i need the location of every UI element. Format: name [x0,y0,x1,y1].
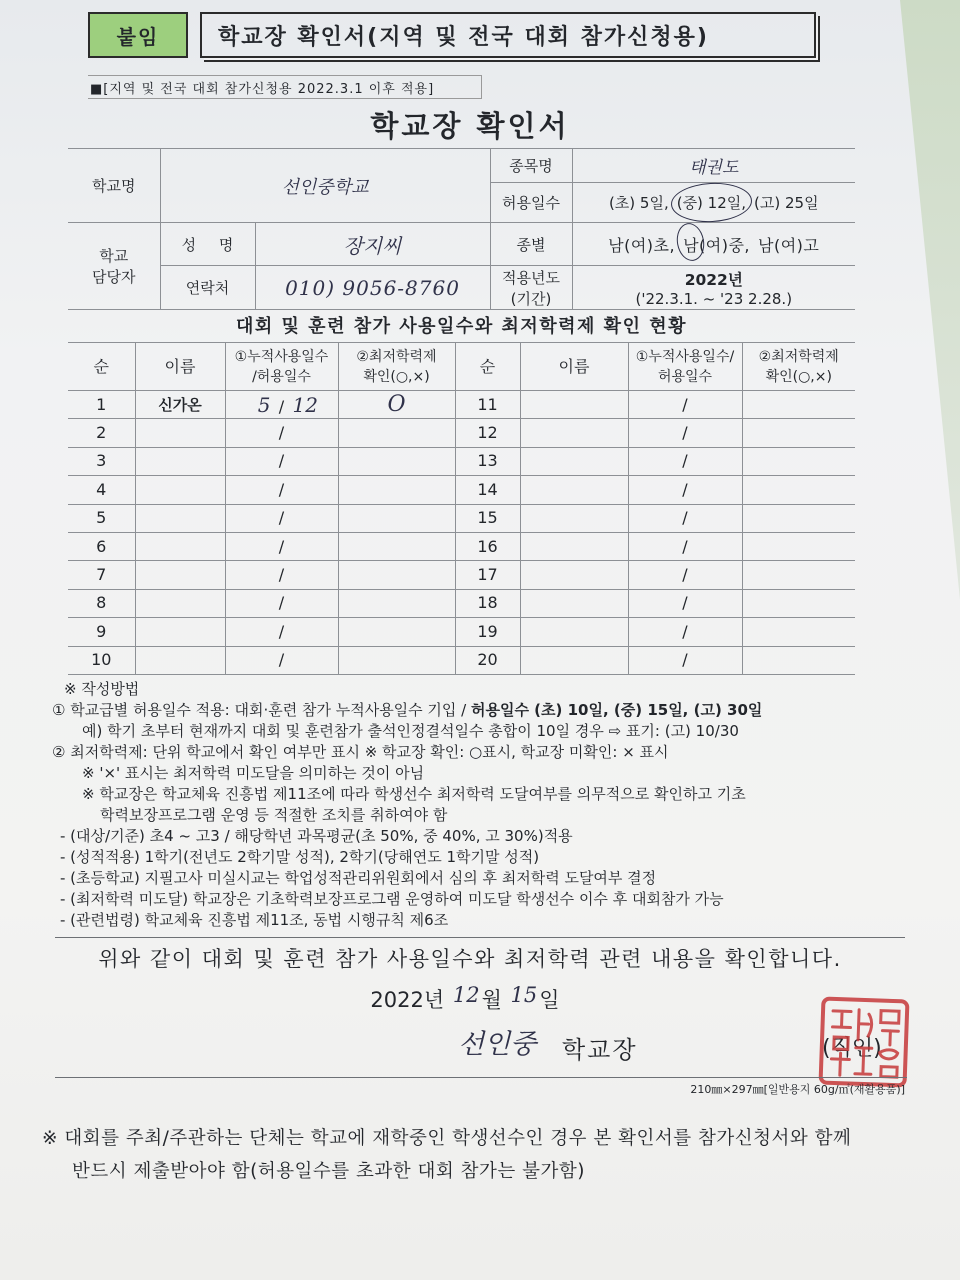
right-min-achievement-check-cell [742,532,855,560]
days-separator: / [278,536,285,556]
date-month-label: 월 [481,988,502,1012]
left-student-name-cell [135,447,225,475]
header-line: 확인(○,×) [363,368,430,385]
category-option: 남(여)초, [608,235,676,255]
bottom-note-line: 반드시 제출받아야 함(허용일수를 초과한 대회 참가는 불가함) [72,1161,585,1182]
left-days-cell [225,532,338,560]
right-student-name-cell [520,561,628,589]
left-student-name-cell [135,589,225,617]
allowed-option: (중) 12일, [676,194,747,212]
right-row-number-cell [455,476,520,504]
right-student-name-cell [520,476,628,504]
contact-value: 010) 9056-8760 [255,266,490,310]
school-label: 학교명 [68,149,160,223]
note-item-1 [52,700,912,721]
note-item-2-sub-cont: 학력보장프로그램 운영 등 적절한 조치를 취하여야 함 [100,806,448,824]
table-row [68,476,855,504]
right-student-name-cell [520,447,628,475]
col-header-days [225,343,338,391]
signature-school: 선인중 [458,1029,537,1060]
header-line: 확인(○,×) [765,368,832,385]
right-student-name-cell [520,391,628,419]
right-days-cell [628,419,742,447]
right-student-name-cell [520,646,628,674]
year-label-cell [490,266,572,310]
left-days-cell [225,646,338,674]
days-separator: / [278,565,285,585]
date-day: 15 [510,983,538,1007]
row-number: 19 [477,621,498,641]
status-table-body [68,391,855,675]
left-min-achievement-check-cell [338,419,455,447]
header-line: ②최저학력제 [758,348,839,365]
right-student-name-cell [520,589,628,617]
left-row-number-cell [68,561,135,589]
name-label: 성 명 [160,223,255,266]
note-item-1-text: ① 학교급별 허용일수 적용: 대회·훈련 참가 누적사용일수 기입 / [52,701,471,719]
left-days-cell [225,618,338,646]
manager-label-line: 학교 [99,247,129,265]
date-year: 2022년 [370,988,445,1012]
right-row-number-cell [455,419,520,447]
left-days-cell [225,391,338,419]
school-value: 선인중학교 [160,149,490,223]
manager-label-line: 담당자 [92,268,136,286]
status-section-heading: 대회 및 훈련 참가 사용일수와 최저학력제 확인 현황 [235,316,687,337]
right-min-achievement-check-cell [742,391,855,419]
left-student-name-cell [135,618,225,646]
left-row-number-cell [68,447,135,475]
sport-value: 태권도 [572,149,855,183]
header-line: ①누적사용일수/ [635,348,735,365]
right-days-cell [628,532,742,560]
contact-label: 연락처 [160,266,255,310]
right-student-name-cell [520,504,628,532]
year-sublabel: (기간) [510,289,552,308]
signature-title: 학교장 [562,1036,638,1064]
category-options [572,223,855,266]
row-number: 10 [91,650,112,670]
row-number: 2 [96,423,107,443]
header-title: 학교장 확인서(지역 및 전국 대회 참가신청용) [200,12,816,58]
days-separator: / [682,479,688,499]
left-student-name-cell [135,504,225,532]
period-value: ('22.3.1. ~ '23 2.28.) [635,289,793,308]
row-number: 8 [96,593,107,613]
right-row-number-cell [455,447,520,475]
year-value-cell [572,266,855,310]
note-item-1-example: 예) 학기 초부터 현재까지 대회 및 훈련참가 출석인정결석일수 총합이 10일 경우 ⇨ 표기: (고) 10/30 [82,722,739,740]
left-row-number-cell [68,618,135,646]
row-number: 16 [477,536,498,556]
right-days-cell [628,391,742,419]
left-row-number-cell [68,589,135,617]
col-header-name: 이름 [135,343,225,391]
days-separator: / [682,650,688,670]
confirmation-statement: 위와 같이 대회 및 훈련 참가 사용일수와 최저학력 관련 내용을 확인합니다. [98,947,842,971]
left-student-name-cell [135,476,225,504]
left-days-cell [225,447,338,475]
right-row-number-cell [455,589,520,617]
days-separator: / [278,508,285,528]
sport-label: 종목명 [490,149,572,183]
note-dash-item: - (성적적용) 1학기(전년도 2학기말 성적), 2학기(당해연도 1학기말 성적) [60,848,540,866]
header-line: 허용일수 [657,368,713,385]
category-label: 종별 [490,223,572,266]
status-header-row [68,343,855,391]
left-student-name-cell [135,391,225,419]
right-min-achievement-check-cell [742,561,855,589]
document-title: 학교장 확인서 [370,109,570,143]
table-row [68,589,855,617]
days-separator: / [278,396,285,416]
right-days-cell [628,447,742,475]
left-min-achievement-check-cell [338,391,455,419]
left-days-cell [225,419,338,447]
col-header-name: 이름 [520,343,628,391]
days-separator: / [682,423,688,443]
table-row [68,447,855,475]
note-dash-item: - (대상/기준) 초4 ~ 고3 / 해당학년 과목평균(초 50%, 중 40%, 고 30%)적용 [60,827,573,845]
note-item-2-sub: ※ '×' 표시는 최저학력 미도달을 의미하는 것이 아님 [82,764,425,782]
days-separator: / [682,536,688,556]
right-days-cell [628,646,742,674]
days-separator: / [682,508,688,528]
left-days-cell [225,561,338,589]
allowed-days-label: 허용일수 [490,183,572,223]
row-number: 12 [477,423,498,443]
date-day-label: 일 [539,988,560,1012]
days-separator: / [682,621,688,641]
days-separator: / [278,423,285,443]
days-separator: / [278,451,285,471]
left-student-name-cell [135,561,225,589]
category-option: 남(여)중, [683,233,750,256]
allowed-days: 12 [292,392,318,417]
left-days-cell [225,589,338,617]
left-min-achievement-check-cell [338,504,455,532]
category-option: 남(여)고 [758,235,820,255]
row-number: 3 [96,451,107,471]
left-student-name-cell [135,419,225,447]
issue-date [280,984,650,1014]
table-row [68,532,855,560]
right-days-cell [628,618,742,646]
row-number: 9 [96,621,107,641]
allowed-days-options [572,183,855,223]
row-number: 5 [96,508,107,528]
row-number: 6 [96,536,107,556]
seal-icon [816,994,911,1089]
form-subheader: ■[지역 및 전국 대회 참가신청용 2022.3.1 이후 적용] [88,75,482,99]
col-header-check [338,343,455,391]
left-min-achievement-check-cell [338,646,455,674]
days-separator: / [682,394,688,414]
left-row-number-cell [68,419,135,447]
right-row-number-cell [455,646,520,674]
left-row-number-cell [68,646,135,674]
row-number: 17 [477,565,498,585]
note-dash-item: - (최저학력 미도달) 학교장은 기초학력보장프로그램 운영하여 미도달 학생선수 이수 후 대회참가 가능 [60,890,724,908]
col-header-days [628,343,742,391]
right-min-achievement-check-cell [742,447,855,475]
row-number: 14 [477,479,498,499]
col-header-number: 순 [455,343,520,391]
left-student-name-cell [135,646,225,674]
row-number: 20 [477,650,498,670]
min-achievement-check: O [387,391,406,417]
right-student-name-cell [520,419,628,447]
left-min-achievement-check-cell [338,561,455,589]
left-row-number-cell [68,532,135,560]
right-min-achievement-check-cell [742,589,855,617]
table-row [68,419,855,447]
year-value: 2022년 [684,270,743,289]
right-row-number-cell [455,504,520,532]
right-days-cell [628,476,742,504]
row-number: 13 [477,451,498,471]
official-seal-stamp [816,994,911,1089]
days-separator: / [278,479,285,499]
header-line: /허용일수 [252,368,311,385]
date-month: 12 [452,983,480,1007]
bottom-note-line: ※ 대회를 주최/주관하는 단체는 학교에 재학중인 학생선수인 경우 본 확인서를 참가신청서와 함께 [42,1128,852,1149]
info-table [68,148,855,310]
days-separator: / [682,451,688,471]
days-separator: / [278,593,285,613]
right-row-number-cell [455,391,520,419]
right-student-name-cell [520,532,628,560]
row-number: 7 [96,565,107,585]
table-row [68,561,855,589]
header-line: ①누적사용일수 [234,348,329,365]
note-item-2-sub: ※ 학교장은 학교체육 진흥법 제11조에 따라 학생선수 최저학력 도달여부를 의무적으로 확인하고 기초 [82,785,746,803]
attachment-badge: 붙임 [88,12,188,58]
row-number: 15 [477,508,498,528]
left-days-cell [225,504,338,532]
allowed-option: (초) 5일, [608,194,669,212]
col-header-check [742,343,855,391]
left-days-cell [225,476,338,504]
notes-title: ※ 작성방법 [64,680,140,698]
left-min-achievement-check-cell [338,447,455,475]
right-row-number-cell [455,618,520,646]
left-student-name-cell [135,532,225,560]
table-row [68,504,855,532]
status-table [68,342,855,675]
days-separator: / [682,593,688,613]
note-item-1-bold: 허용일수 (초) 10일, (중) 15일, (고) 30일 [471,701,763,719]
year-label: 적용년도 [502,268,560,287]
manager-name: 장지씨 [255,223,490,266]
right-min-achievement-check-cell [742,646,855,674]
days-separator: / [682,565,688,585]
right-row-number-cell [455,532,520,560]
paper-spec: 210㎜×297㎜[일반용지 60g/㎡(재활용품)] [690,1083,905,1096]
left-row-number-cell [68,476,135,504]
bottom-note [42,1122,942,1188]
days-separator: / [278,650,285,670]
spec-divider [55,1077,907,1078]
note-dash-item: - (관련법령) 학교체육 진흥법 제11조, 동법 시행규칙 제6조 [60,911,449,929]
allowed-option: (고) 25일 [754,194,819,212]
left-min-achievement-check-cell [338,618,455,646]
left-min-achievement-check-cell [338,476,455,504]
left-row-number-cell [68,391,135,419]
school-manager-label [68,223,160,310]
row-number: 11 [477,394,498,414]
days-separator: / [278,621,285,641]
writing-instructions [52,679,912,931]
right-min-achievement-check-cell [742,419,855,447]
right-days-cell [628,589,742,617]
right-days-cell [628,561,742,589]
row-number: 18 [477,593,498,613]
student-name: 신가온 [158,395,202,414]
right-student-name-cell [520,618,628,646]
note-item-2: ② 최저학력제: 단위 학교에서 확인 여부만 표시 ※ 학교장 확인: ○표시, 학교장 미확인: × 표시 [52,743,669,761]
seal-label: (직인) [822,1036,882,1061]
right-days-cell [628,504,742,532]
row-number: 4 [96,479,107,499]
right-min-achievement-check-cell [742,504,855,532]
used-days: 5 [257,392,271,417]
right-min-achievement-check-cell [742,476,855,504]
table-row [68,618,855,646]
right-min-achievement-check-cell [742,618,855,646]
right-row-number-cell [455,561,520,589]
left-row-number-cell [68,504,135,532]
note-dash-item: - (초등학교) 지필고사 미실시교는 학업성적관리위원회에서 심의 후 최저학력 도달여부 결정 [60,869,657,887]
col-header-number: 순 [68,343,135,391]
left-min-achievement-check-cell [338,589,455,617]
divider [55,937,905,938]
table-row [68,391,855,419]
row-number: 1 [96,394,107,414]
header-line: ②최저학력제 [356,348,437,365]
left-min-achievement-check-cell [338,532,455,560]
table-row [68,646,855,674]
